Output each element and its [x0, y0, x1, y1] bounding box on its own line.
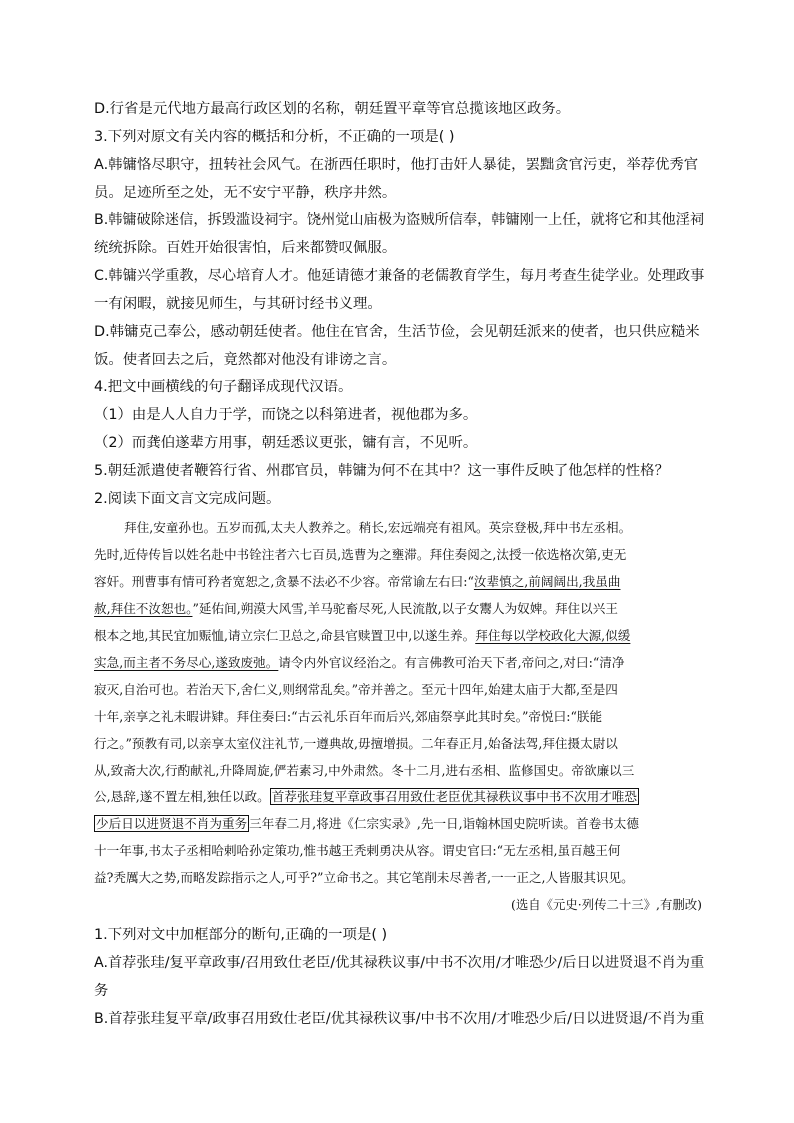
underlined-sentence: 汝辈慎之,前阔阔出,我虽曲 [473, 574, 621, 589]
q3-option-a-line1: A.韩镛恪尽职守，扭转社会风气。在浙西任职时，他打击奸人暴徒，罢黜贪官污吏，举荐优秀官 [94, 157, 699, 173]
passage-line: 十一年事,书太子丞相哈剌哈孙定策功,惟书越王秃剌勇决从容。谓史官曰:“无左丞相,虽百越王何 [94, 843, 621, 858]
option-d-prev: D.行省是元代地方最高行政区划的名称，朝廷置平章等官总揽该地区政务。 [94, 101, 571, 117]
passage-line: 益?秃厲大之势,而略发踪指示之人,可乎?”立命书之。其它笔削未尽善者,一一正之,人皆服其识见。 [94, 870, 634, 885]
passage-text: 根本之地,其民宜加赈恤,请立宗仁卫总之,命县官赎置卫中,以遂生养。 [94, 628, 476, 643]
question-5: 5.朝廷派遣使者鞭笞行省、州郡官员，韩镛为何不在其中？这一事件反映了他怎样的性格？ [94, 463, 669, 479]
underlined-sentence: 赦,拜住不汝恕也。 [94, 601, 193, 616]
passage-line [94, 788, 704, 806]
q4-item-2: （2）而龚伯遂辈方用事，朝廷悉议更张，镛有言，不见听。 [94, 435, 478, 451]
passage-line [94, 573, 704, 591]
passage-line [94, 627, 704, 645]
q3-option-c-line1: C.韩镛兴学重教，尽心培育人才。他延请德才兼备的老儒教育学生，每月考查生徒学业。处理政事 [94, 268, 705, 284]
boxed-passage: 少后日以进贤退不肖为重务 [96, 816, 248, 831]
q3-option-a-line2: 员。足迹所至之处，无不安宁平静，秩序井然。 [94, 185, 397, 201]
underlined-sentence: 实急,而主者不务尽心,遂致废弛。 [94, 655, 279, 670]
q1-option-b-line1: B.首荐张珪复平章/政事召用致仕老臣/优其禄秩议事/中书不次用/才唯恐少后/日以进贤退/不肖为重 [94, 1011, 705, 1027]
q1-option-a-line1: A.首荐张珪/复平章政事/召用致仕老臣/优其禄秩议事/中书不次用/才唯恐少/后日以进贤退不肖为重 [94, 955, 705, 971]
passage-text: ”延佑间,朔漠大风雪,羊马驼畜尽死,人民流散,以子女鬻人为奴婢。拜住以兴王 [192, 601, 618, 616]
passage-line: 拜住,安童孙也。五岁而孤,太夫人教养之。稍长,宏远端亮有祖风。英宗登极,拜中书左丞相。 [124, 520, 632, 535]
q4-item-1: （1）由是人人自力于学，而饶之以科第进者，视他郡为多。 [94, 407, 478, 423]
question-1: 1.下列对文中加框部分的断句,正确的一项是( ) [94, 927, 388, 943]
passage-line: 先时,近侍传旨以姓名赴中书铨注者六七百员,选曹为之壅滞。拜住奏阅之,汰授一依选格次第,吏无 [94, 547, 627, 562]
q1-option-a-line2: 务 [94, 983, 109, 999]
passage-source: (选自《元史·列传二十三》,有删改) [510, 897, 702, 912]
passage-text: 请令内外官议经治之。有言佛教可治天下者,帝问之,对曰:“清净 [278, 655, 625, 670]
q3-option-c-line2: 一有闲暇，就接见师生，与其研讨经书义理。 [94, 296, 382, 312]
passage-line [94, 654, 704, 672]
underlined-sentence: 拜住每以学校政化大源,似缓 [475, 628, 631, 643]
passage-line: 从,致斋大次,行酌献礼,升降周旋,俨若素习,中外肃然。冬十二月,进右丞相、监修国史。帝欲廉以三 [94, 763, 635, 778]
boxed-passage: 首荐张珪复平章政事召用致仕老臣优其禄秩议事中书不次用才唯恐 [271, 789, 637, 804]
question-3: 3.下列对原文有关内容的概括和分析，不正确的一项是( ) [94, 129, 455, 145]
q3-option-d-line2: 饭。使者回去之后，竟然都对他没有诽谤之言。 [94, 352, 397, 368]
q3-option-b-line2: 统统拆除。百姓开始很害怕，后来都赞叹佩服。 [94, 240, 397, 256]
section-2-heading: 2.阅读下面文言文完成问题。 [94, 491, 281, 507]
passage-text: 三年春二月,将进《仁宗实录》,先一日,诣翰林国史院听读。首卷书太德 [249, 816, 639, 831]
passage-text: 容奸。刑曹事有情可矜者宽恕之,贪暴不法必不少容。帝常谕左右曰:“ [94, 574, 474, 589]
passage-line [94, 600, 704, 618]
passage-text: 公,恳辞,遂不置左相,独任以政。 [94, 789, 270, 804]
passage-line: 行之。”预教有司,以亲享太室仪注礼节,一遵典故,毋擅增损。二年春正月,始备法驾,拜住摄太尉以 [94, 736, 618, 751]
passage-line: 十年,亲享之礼未暇讲肄。拜住奏曰:“古云礼乐百年而后兴,郊庙祭享此其时矣。”帝悦曰:“朕能 [94, 709, 603, 724]
q3-option-b-line1: B.韩镛破除迷信，拆毁滥设祠宇。饶州觉山庙极为盗贼所信奉，韩镛刚一上任，就将它和其他淫祠 [94, 212, 705, 228]
question-4: 4.把文中画横线的句子翻译成现代汉语。 [94, 379, 353, 395]
passage-line: 寂灭,自治可也。若治天下,舍仁义,则纲常乱矣。”帝并善之。至元十四年,始建太庙于大都,至是四 [94, 682, 618, 697]
passage-line [94, 815, 704, 833]
q3-option-d-line1: D.韩镛克己奉公，感动朝廷使者。他住在官舍，生活节俭，会见朝廷派来的使者，也只供应糙米 [94, 324, 700, 340]
